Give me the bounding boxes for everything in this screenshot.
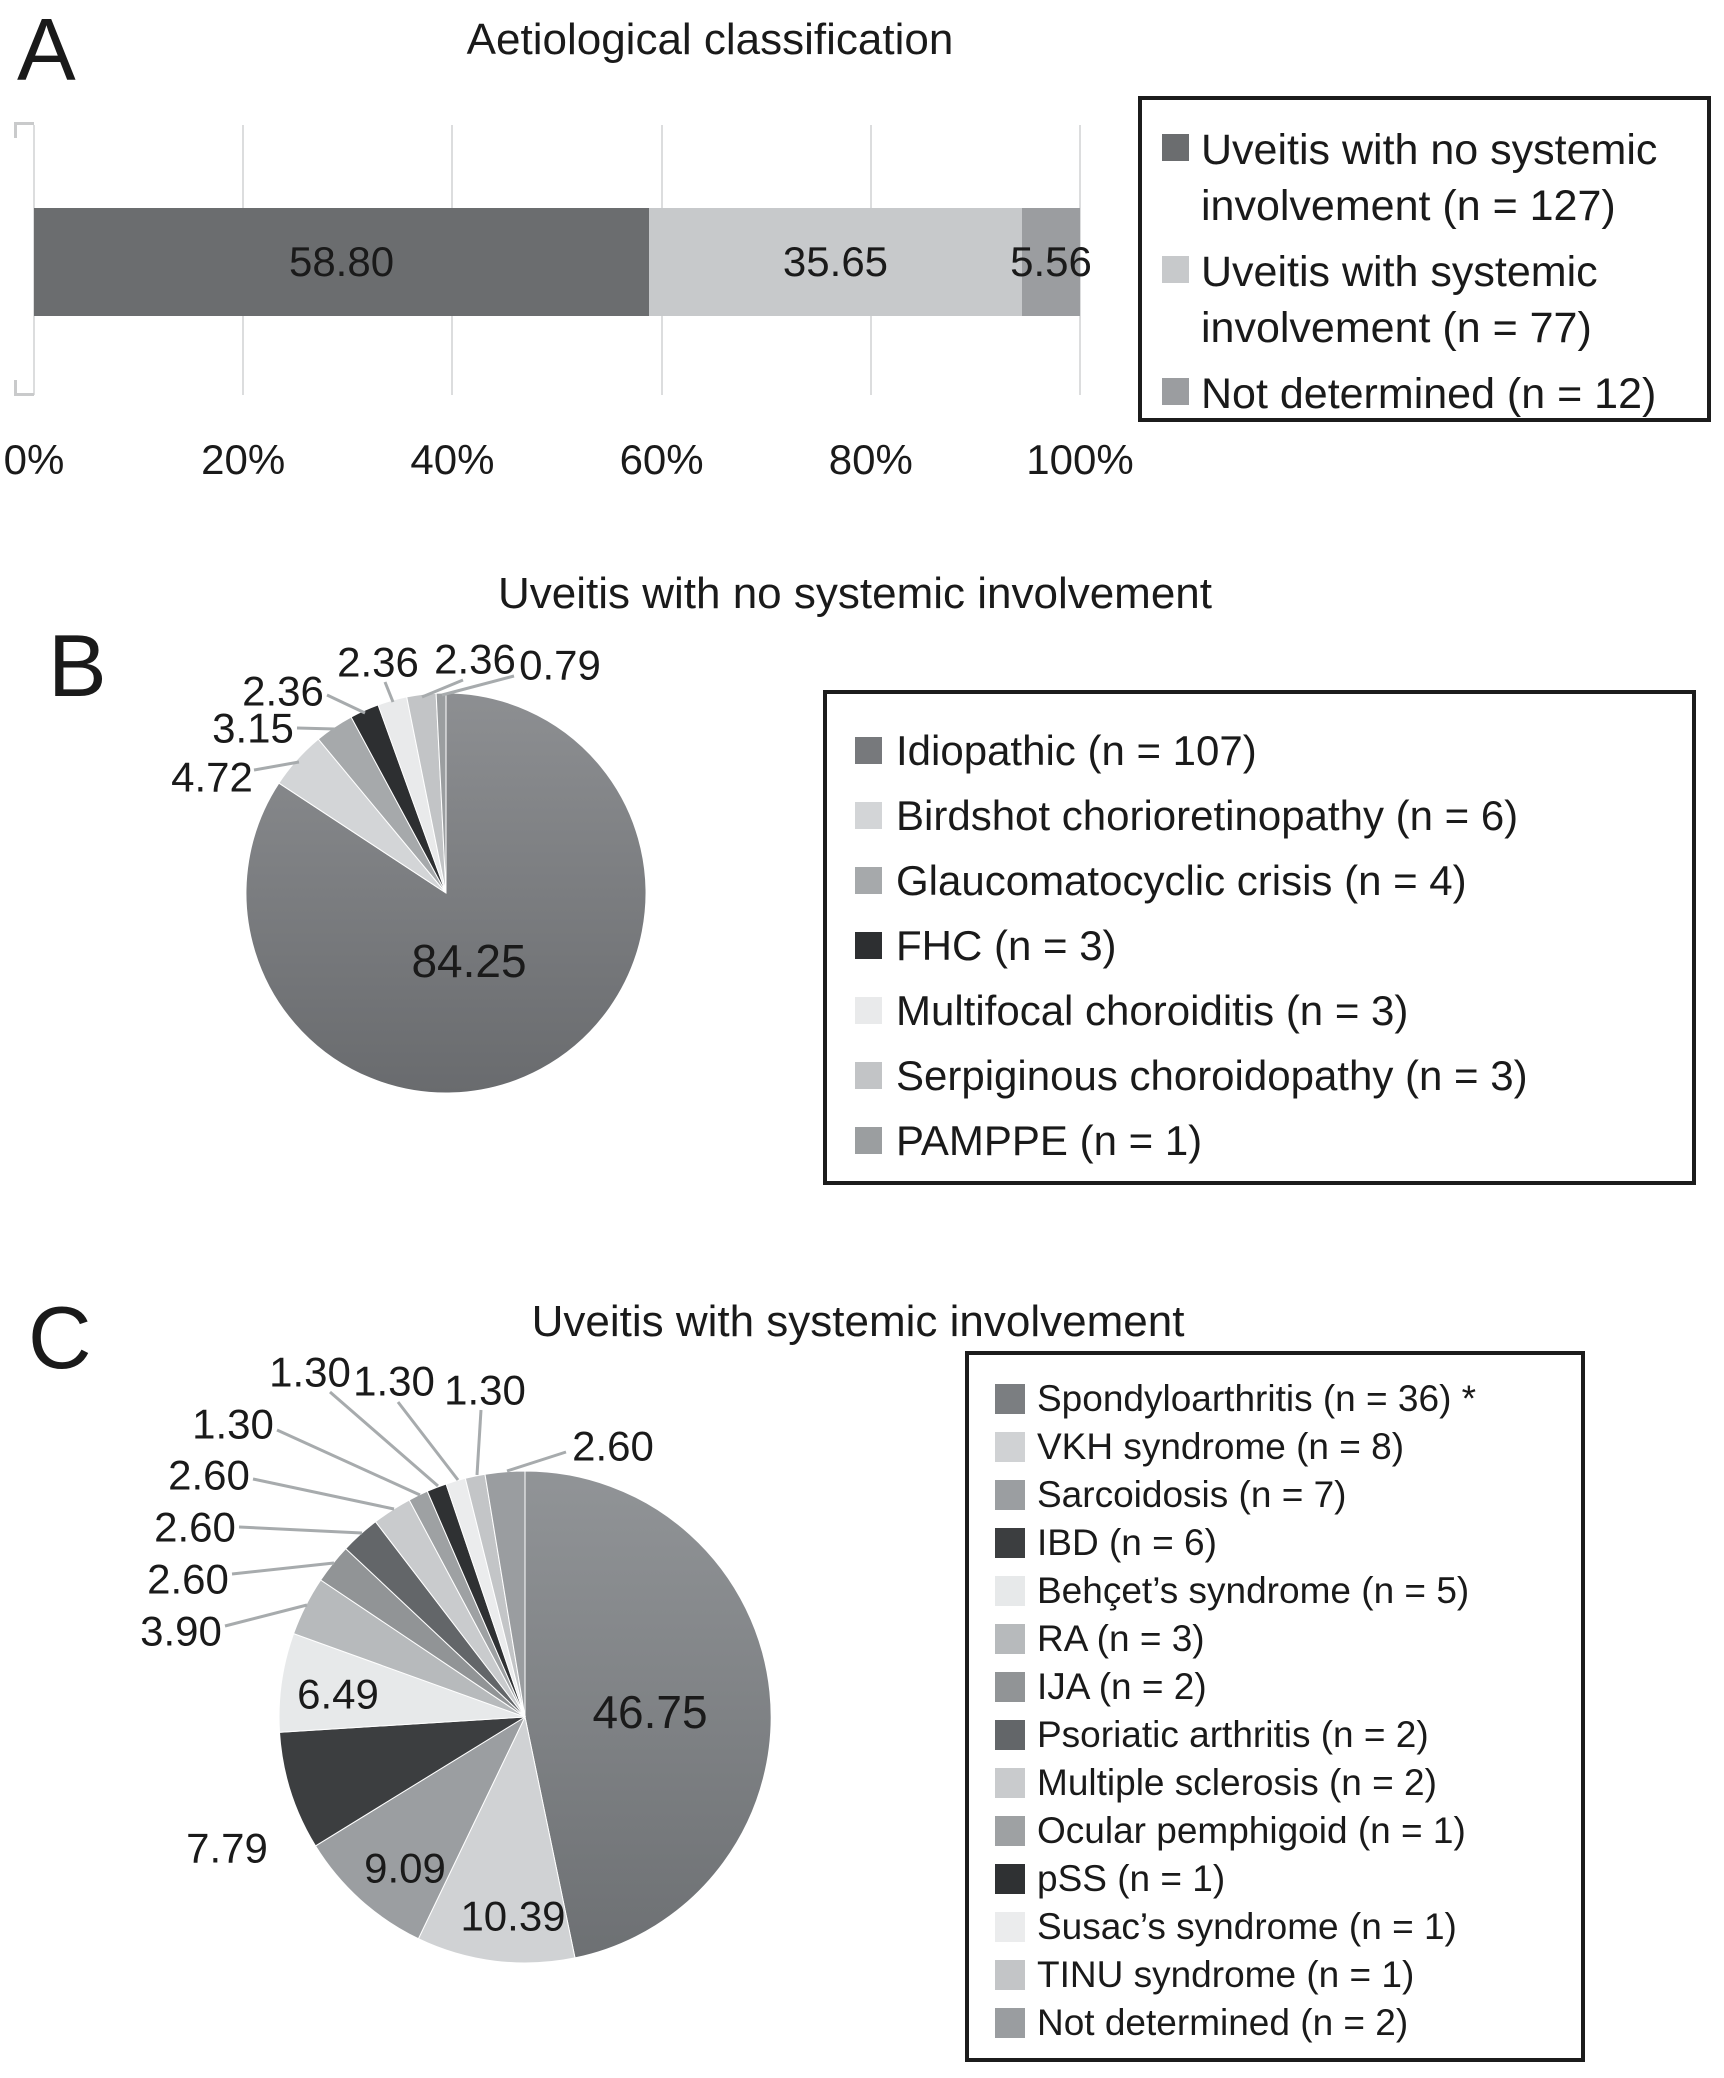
pie-value-label: 2.60 xyxy=(572,1422,654,1470)
label-leader-line xyxy=(327,695,365,713)
label-leader-line xyxy=(297,728,335,729)
label-leader-line xyxy=(232,1563,334,1574)
pie-value-label: 3.15 xyxy=(212,704,294,752)
label-leader-line xyxy=(225,1605,307,1626)
x-axis-tick-label: 60% xyxy=(619,436,704,483)
pie-value-label: 2.36 xyxy=(434,635,516,683)
bar-chart-title: Aetiological classification xyxy=(466,15,954,64)
pie-value-label: 2.60 xyxy=(168,1451,250,1499)
legend-label: Not determined (n = 2) xyxy=(1037,2002,1409,2043)
label-leader-line xyxy=(277,1430,420,1495)
pie-value-label: 46.75 xyxy=(592,1686,708,1738)
pie-value-label: 7.79 xyxy=(186,1824,268,1872)
legend-label: pSS (n = 1) xyxy=(1037,1858,1226,1899)
legend-label: IBD (n = 6) xyxy=(1037,1522,1217,1563)
label-leader-line xyxy=(239,1527,362,1533)
label-leader-line xyxy=(507,1452,566,1471)
legend-label: PAMPPE (n = 1) xyxy=(896,1116,1203,1164)
pie-value-label: 1.30 xyxy=(353,1357,435,1405)
legend-label: Sarcoidosis (n = 7) xyxy=(1037,1474,1347,1515)
pie-value-label: 6.49 xyxy=(297,1670,379,1718)
legend-label: FHC (n = 3) xyxy=(896,921,1117,969)
pie-value-label: 2.60 xyxy=(147,1555,229,1603)
legend-label: Ocular pemphigoid (n = 1) xyxy=(1037,1810,1466,1851)
pie-value-label: 84.25 xyxy=(411,935,527,987)
legend-label: RA (n = 3) xyxy=(1037,1618,1205,1659)
x-axis-tick-label: 20% xyxy=(201,436,286,483)
legend-label: Multiple sclerosis (n = 2) xyxy=(1037,1762,1437,1803)
label-leader-line xyxy=(253,1479,394,1509)
x-axis-tick-label: 0% xyxy=(3,436,65,483)
pie-value-label: 4.72 xyxy=(171,753,253,801)
legend-label: Behçet’s syndrome (n = 5) xyxy=(1037,1570,1470,1611)
pie-value-label: 2.36 xyxy=(242,667,324,715)
pie-value-label: 3.90 xyxy=(140,1607,222,1655)
legend-label: Spondyloarthritis (n = 36) * xyxy=(1037,1378,1477,1419)
panel-b-letter: B xyxy=(48,616,107,715)
label-leader-line xyxy=(398,1402,458,1480)
pie-c-title: Uveitis with systemic involvement xyxy=(531,1297,1185,1346)
legend-label: Uveitis with no systemic involvement (n = 127) xyxy=(1201,126,1658,230)
legend-label: VKH syndrome (n = 8) xyxy=(1037,1426,1405,1467)
pie-b-title: Uveitis with no systemic involvement xyxy=(497,569,1213,618)
legend-label: Birdshot chorioretinopathy (n = 6) xyxy=(896,791,1519,839)
x-axis-tick-label: 40% xyxy=(410,436,495,483)
pie-value-label: 1.30 xyxy=(192,1400,274,1448)
pie-value-label: 10.39 xyxy=(460,1892,566,1940)
legend-label: Susac’s syndrome (n = 1) xyxy=(1037,1906,1457,1947)
pie-value-label: 1.30 xyxy=(444,1366,526,1414)
legend-label: Multifocal choroiditis (n = 3) xyxy=(896,986,1409,1034)
bar-value-label: 35.65 xyxy=(782,238,889,285)
legend-label: Glaucomatocyclic crisis (n = 4) xyxy=(896,856,1467,904)
bar-value-label: 5.56 xyxy=(1010,238,1092,285)
legend-label: Uveitis with systemic involvement (n = 77) xyxy=(1201,248,1598,352)
bar-value-label: 58.80 xyxy=(288,238,395,285)
pie-value-label: 2.36 xyxy=(337,638,419,686)
x-axis-tick-label: 80% xyxy=(828,436,913,483)
pie-uveitis-systemic xyxy=(140,1349,771,1964)
legend-label: Idiopathic (n = 107) xyxy=(896,726,1257,774)
label-leader-line xyxy=(330,1392,438,1486)
legend-label: Serpiginous choroidopathy (n = 3) xyxy=(896,1051,1528,1099)
legend-label: TINU syndrome (n = 1) xyxy=(1037,1954,1415,1995)
legend-label: IJA (n = 2) xyxy=(1037,1666,1207,1707)
pie-value-label: 2.60 xyxy=(154,1503,236,1551)
label-leader-line xyxy=(477,1410,481,1475)
pie-uveitis-no-systemic xyxy=(171,636,646,1094)
pie-value-label: 0.79 xyxy=(519,641,601,689)
pie-value-label: 9.09 xyxy=(364,1844,446,1892)
x-axis-tick-label: 100% xyxy=(1026,436,1134,483)
legend-label: Not determined (n = 12) xyxy=(1201,370,1657,418)
legend-label: Psoriatic arthritis (n = 2) xyxy=(1037,1714,1429,1755)
panel-a-letter: A xyxy=(17,0,76,99)
pie-value-label: 1.30 xyxy=(269,1348,351,1396)
panel-c-letter: C xyxy=(28,1288,92,1387)
